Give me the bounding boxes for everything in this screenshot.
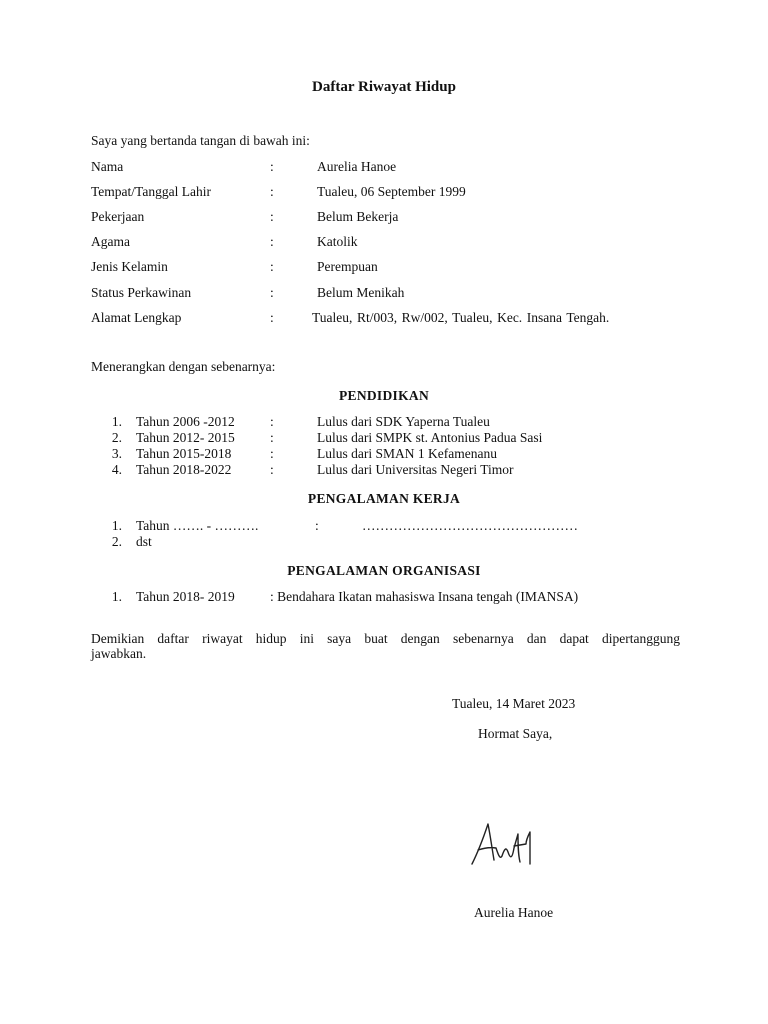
field-label: Jenis Kelamin [91, 259, 168, 274]
place-date: Tualeu, 14 Maret 2023 [452, 696, 576, 711]
field-separator: : [270, 209, 274, 224]
field-label: Alamat Lengkap [91, 310, 182, 325]
item-number: 3. [111, 446, 122, 461]
field-value: Tualeu, 06 September 1999 [317, 184, 466, 199]
signer-name: Aurelia Hanoe [474, 905, 554, 920]
field-label: Tempat/Tanggal Lahir [91, 184, 211, 199]
education-heading: PENDIDIKAN [338, 388, 429, 403]
document-title: Daftar Riwayat Hidup [312, 79, 456, 95]
statement-text: Menerangkan dengan sebenarnya: [91, 359, 276, 374]
field-label: Agama [91, 234, 130, 249]
field-value: Belum Bekerja [317, 209, 399, 224]
item-number: 2. [111, 534, 122, 549]
field-separator: : [270, 310, 274, 325]
item-number: 1. [111, 414, 122, 429]
item-number: 4. [111, 462, 122, 477]
field-label: Pekerjaan [91, 209, 145, 224]
field-value: Tualeu, Rt/003, Rw/002, Tualeu, Kec. Insana Tengah. [312, 310, 610, 325]
field-label: Status Perkawinan [91, 285, 192, 300]
field-separator: : [270, 285, 274, 300]
item-separator: : [270, 462, 274, 477]
regards-text: Hormat Saya, [478, 726, 553, 741]
item-period: Tahun 2006 -2012 [136, 414, 235, 429]
item-period: Tahun 2012- 2015 [136, 430, 235, 445]
item-description: : Bendahara Ikatan mahasiswa Insana tengah (IMANSA) [270, 589, 579, 604]
organization-heading: PENGALAMAN ORGANISASI [287, 563, 481, 578]
item-period: dst [136, 534, 152, 549]
item-description: Lulus dari SMPK st. Antonius Padua Sasi [317, 430, 543, 445]
item-number: 1. [111, 589, 122, 604]
item-description: Lulus dari SMAN 1 Kefamenanu [317, 446, 497, 461]
signature-image [468, 818, 540, 874]
intro-text: Saya yang bertanda tangan di bawah ini: [91, 133, 310, 148]
item-period: Tahun ……. - ………. [136, 518, 259, 533]
closing-line-1: Demikian daftar riwayat hidup ini saya buat dengan sebenarnya dan dapat dipertanggung [91, 631, 680, 646]
item-number: 1. [111, 518, 122, 533]
item-separator: : [270, 430, 274, 445]
item-number: 2. [111, 430, 122, 445]
closing-line-2: jawabkan. [91, 646, 147, 661]
item-period: Tahun 2018- 2019 [136, 589, 235, 604]
work-heading: PENGALAMAN KERJA [307, 491, 461, 506]
field-label: Nama [91, 159, 124, 174]
field-separator: : [270, 259, 274, 274]
field-separator: : [270, 159, 274, 174]
field-value: Perempuan [317, 259, 378, 274]
item-separator: : [270, 446, 274, 461]
item-description: ………………………………………… [362, 518, 578, 533]
field-value: Katolik [317, 234, 358, 249]
item-period: Tahun 2018-2022 [136, 462, 232, 477]
field-separator: : [270, 184, 274, 199]
field-value: Belum Menikah [317, 285, 405, 300]
item-period: Tahun 2015-2018 [136, 446, 232, 461]
field-separator: : [270, 234, 274, 249]
item-description: Lulus dari Universitas Negeri Timor [317, 462, 514, 477]
item-separator: : [270, 414, 274, 429]
field-value: Aurelia Hanoe [317, 159, 397, 174]
item-description: Lulus dari SDK Yaperna Tualeu [317, 414, 490, 429]
item-separator: : [315, 518, 319, 533]
